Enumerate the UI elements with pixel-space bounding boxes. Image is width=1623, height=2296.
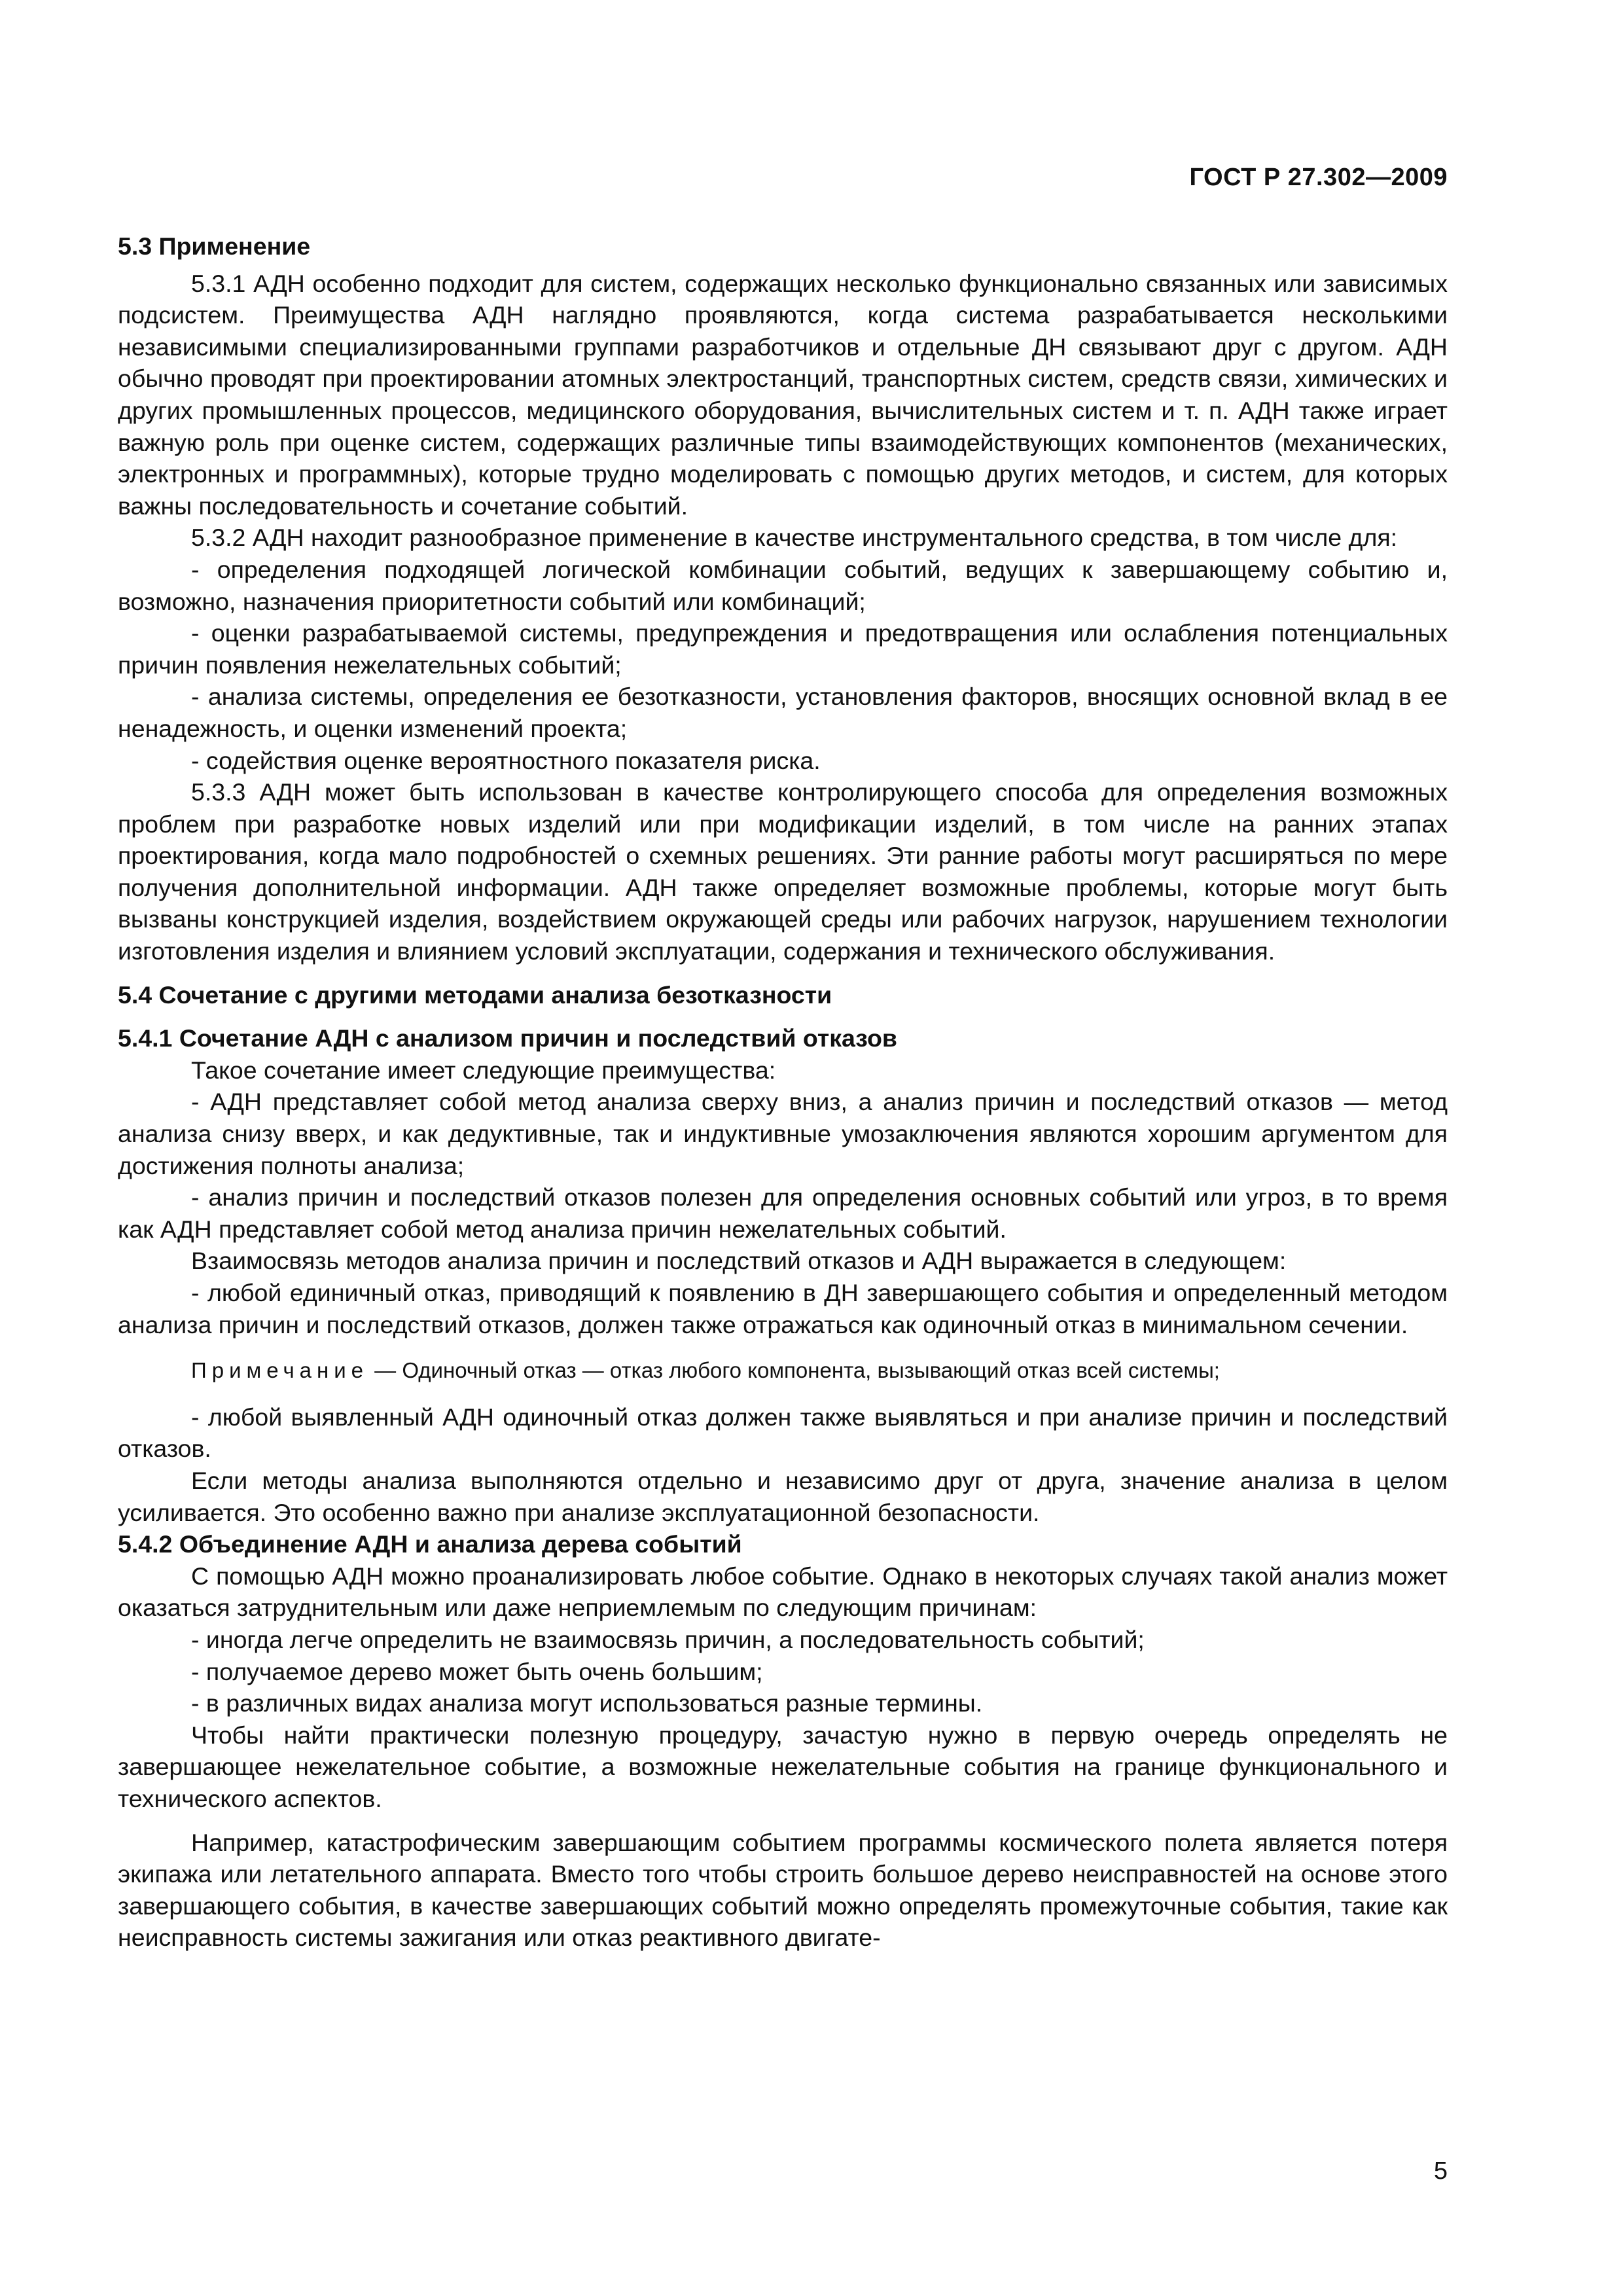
list-item: - иногда легче определить не взаимосвязь причин, а последовательность событий; <box>191 1625 1145 1653</box>
paragraph-conclusion: Если методы анализа выполняются отдельно и независимо друг от друга, значение анализа в целом усиливается. Это особенно важно при анализе эксплуатационной безопасности. <box>118 1466 1448 1526</box>
paragraph-5-3-1: 5.3.1 АДН особенно подходит для систем, содержащих несколько функционально связанных или зависимых подсистем. Преимущества АДН наглядно проявляются, когда система разрабатывается несколькими независимыми специализированными группами разработчиков и отдельные ДН связывают друг с другом. АДН обычно проводят при проектировании атомных электростанций, транспортных систем, средств связи, химических и других промышленных процессов, медицинского оборудования, вычислительных систем и т. п. АДН также играет важную роль при оценке систем, содержащих различные типы взаимодействующих компонентов (механических, электронных и программных), которые трудно моделировать с помощью других методов, и систем, для которых важны последовательность и сочетание событий. <box>118 269 1448 520</box>
list-item: - определения подходящей логической комбинации событий, ведущих к завершающему событию и, возможно, назначения приоритетности событий или комбинаций; <box>118 555 1448 615</box>
page-body <box>118 230 1448 1954</box>
paragraph-5-4-1-intro: Такое сочетание имеет следующие преимущества: <box>191 1056 776 1084</box>
section-5-4-2-heading: 5.4.2 Объединение АДН и анализа дерева событий <box>118 1530 742 1558</box>
list-item: - содействия оценке вероятностного показателя риска. <box>191 746 821 774</box>
list-item: - оценки разрабатываемой системы, предупреждения и предотвращения или ослабления потенциальных причин появления нежелательных событий; <box>118 619 1448 679</box>
standard-code: ГОСТ Р 27.302—2009 <box>1189 164 1448 191</box>
section-5-4-heading: 5.4 Сочетание с другими методами анализа безотказности <box>118 980 832 1009</box>
paragraph-5-4-2-intro: С помощью АДН можно проанализировать любое событие. Однако в некоторых случаях такой анализ может оказаться затруднительным или даже неприемлемым по следующим причинам: <box>118 1562 1448 1622</box>
note-text: — Одиночный отказ — отказ любого компонента, вызывающий отказ всей системы; <box>368 1358 1220 1383</box>
paragraph-5-3-3: 5.3.3 АДН может быть использован в качестве контролирующего способа для определения возможных проблем при разработке новых изделий или при модификации изделий, в том числе на ранних этапах проектирования, когда мало подробностей о схемных решениях. Эти ранние работы могут расширяться по мере получения дополнительной информации. АДН также определяет возможные проблемы, которые могут быть вызваны конструкцией изделия, воздействием окружающей среды или рабочих нагрузок, нарушением технологии изготовления изделия и влиянием условий эксплуатации, содержания и технического обслуживания. <box>118 778 1448 965</box>
paragraph-5-3-2: 5.3.2 АДН находит разнообразное применение в качестве инструментального средства, в том числе для: <box>191 524 1398 552</box>
list-item: - анализ причин и последствий отказов полезен для определения основных событий или угроз, в то время как АДН представляет собой метод анализа причин нежелательных событий. <box>118 1183 1448 1243</box>
note <box>118 1355 1448 1387</box>
paragraph-procedure: Чтобы найти практически полезную процедуру, зачастую нужно в первую очередь определять не завершающее нежелательное событие, а возможные нежелательные события на границе функционального и технического аспектов. <box>118 1721 1448 1812</box>
paragraph-example: Например, катастрофическим завершающим событием программы космического полета является потеря экипажа или летательного аппарата. Вместо того чтобы строить большое дерево неисправностей на основе этого завершающего события, в качестве завершающих событий можно определять промежуточные события, такие как неисправность системы зажигания или отказ реактивного двигате- <box>118 1828 1448 1952</box>
list-item: - любой выявленный АДН одиночный отказ должен также выявляться и при анализе причин и последствий отказов. <box>118 1403 1448 1463</box>
section-5-4-1-heading: 5.4.1 Сочетание АДН с анализом причин и последствий отказов <box>118 1024 897 1052</box>
list-item: - любой единичный отказ, приводящий к появлению в ДН завершающего события и определенный методом анализа причин и последствий отказов, должен также отражаться как одиночный отказ в минимальном сечении. <box>118 1279 1448 1338</box>
note-label: Примечание <box>191 1358 369 1383</box>
section-5-3-heading: 5.3 Применение <box>118 232 311 260</box>
paragraph-relation: Взаимосвязь методов анализа причин и последствий отказов и АДН выражается в следующем: <box>191 1247 1287 1275</box>
page-number: 5 <box>1433 2157 1448 2185</box>
list-item: - АДН представляет собой метод анализа сверху вниз, а анализ причин и последствий отказов — метод анализа снизу вверх, и как дедуктивные, так и индуктивные умозаключения являются хорошим аргументом для достижения полноты анализа; <box>118 1088 1448 1179</box>
list-item: - получаемое дерево может быть очень большим; <box>191 1657 763 1685</box>
list-item: - анализа системы, определения ее безотказности, установления факторов, вносящих основной вклад в ее ненадежность, и оценки изменений проекта; <box>118 683 1448 742</box>
list-item: - в различных видах анализа могут использоваться разные термины. <box>191 1689 983 1717</box>
